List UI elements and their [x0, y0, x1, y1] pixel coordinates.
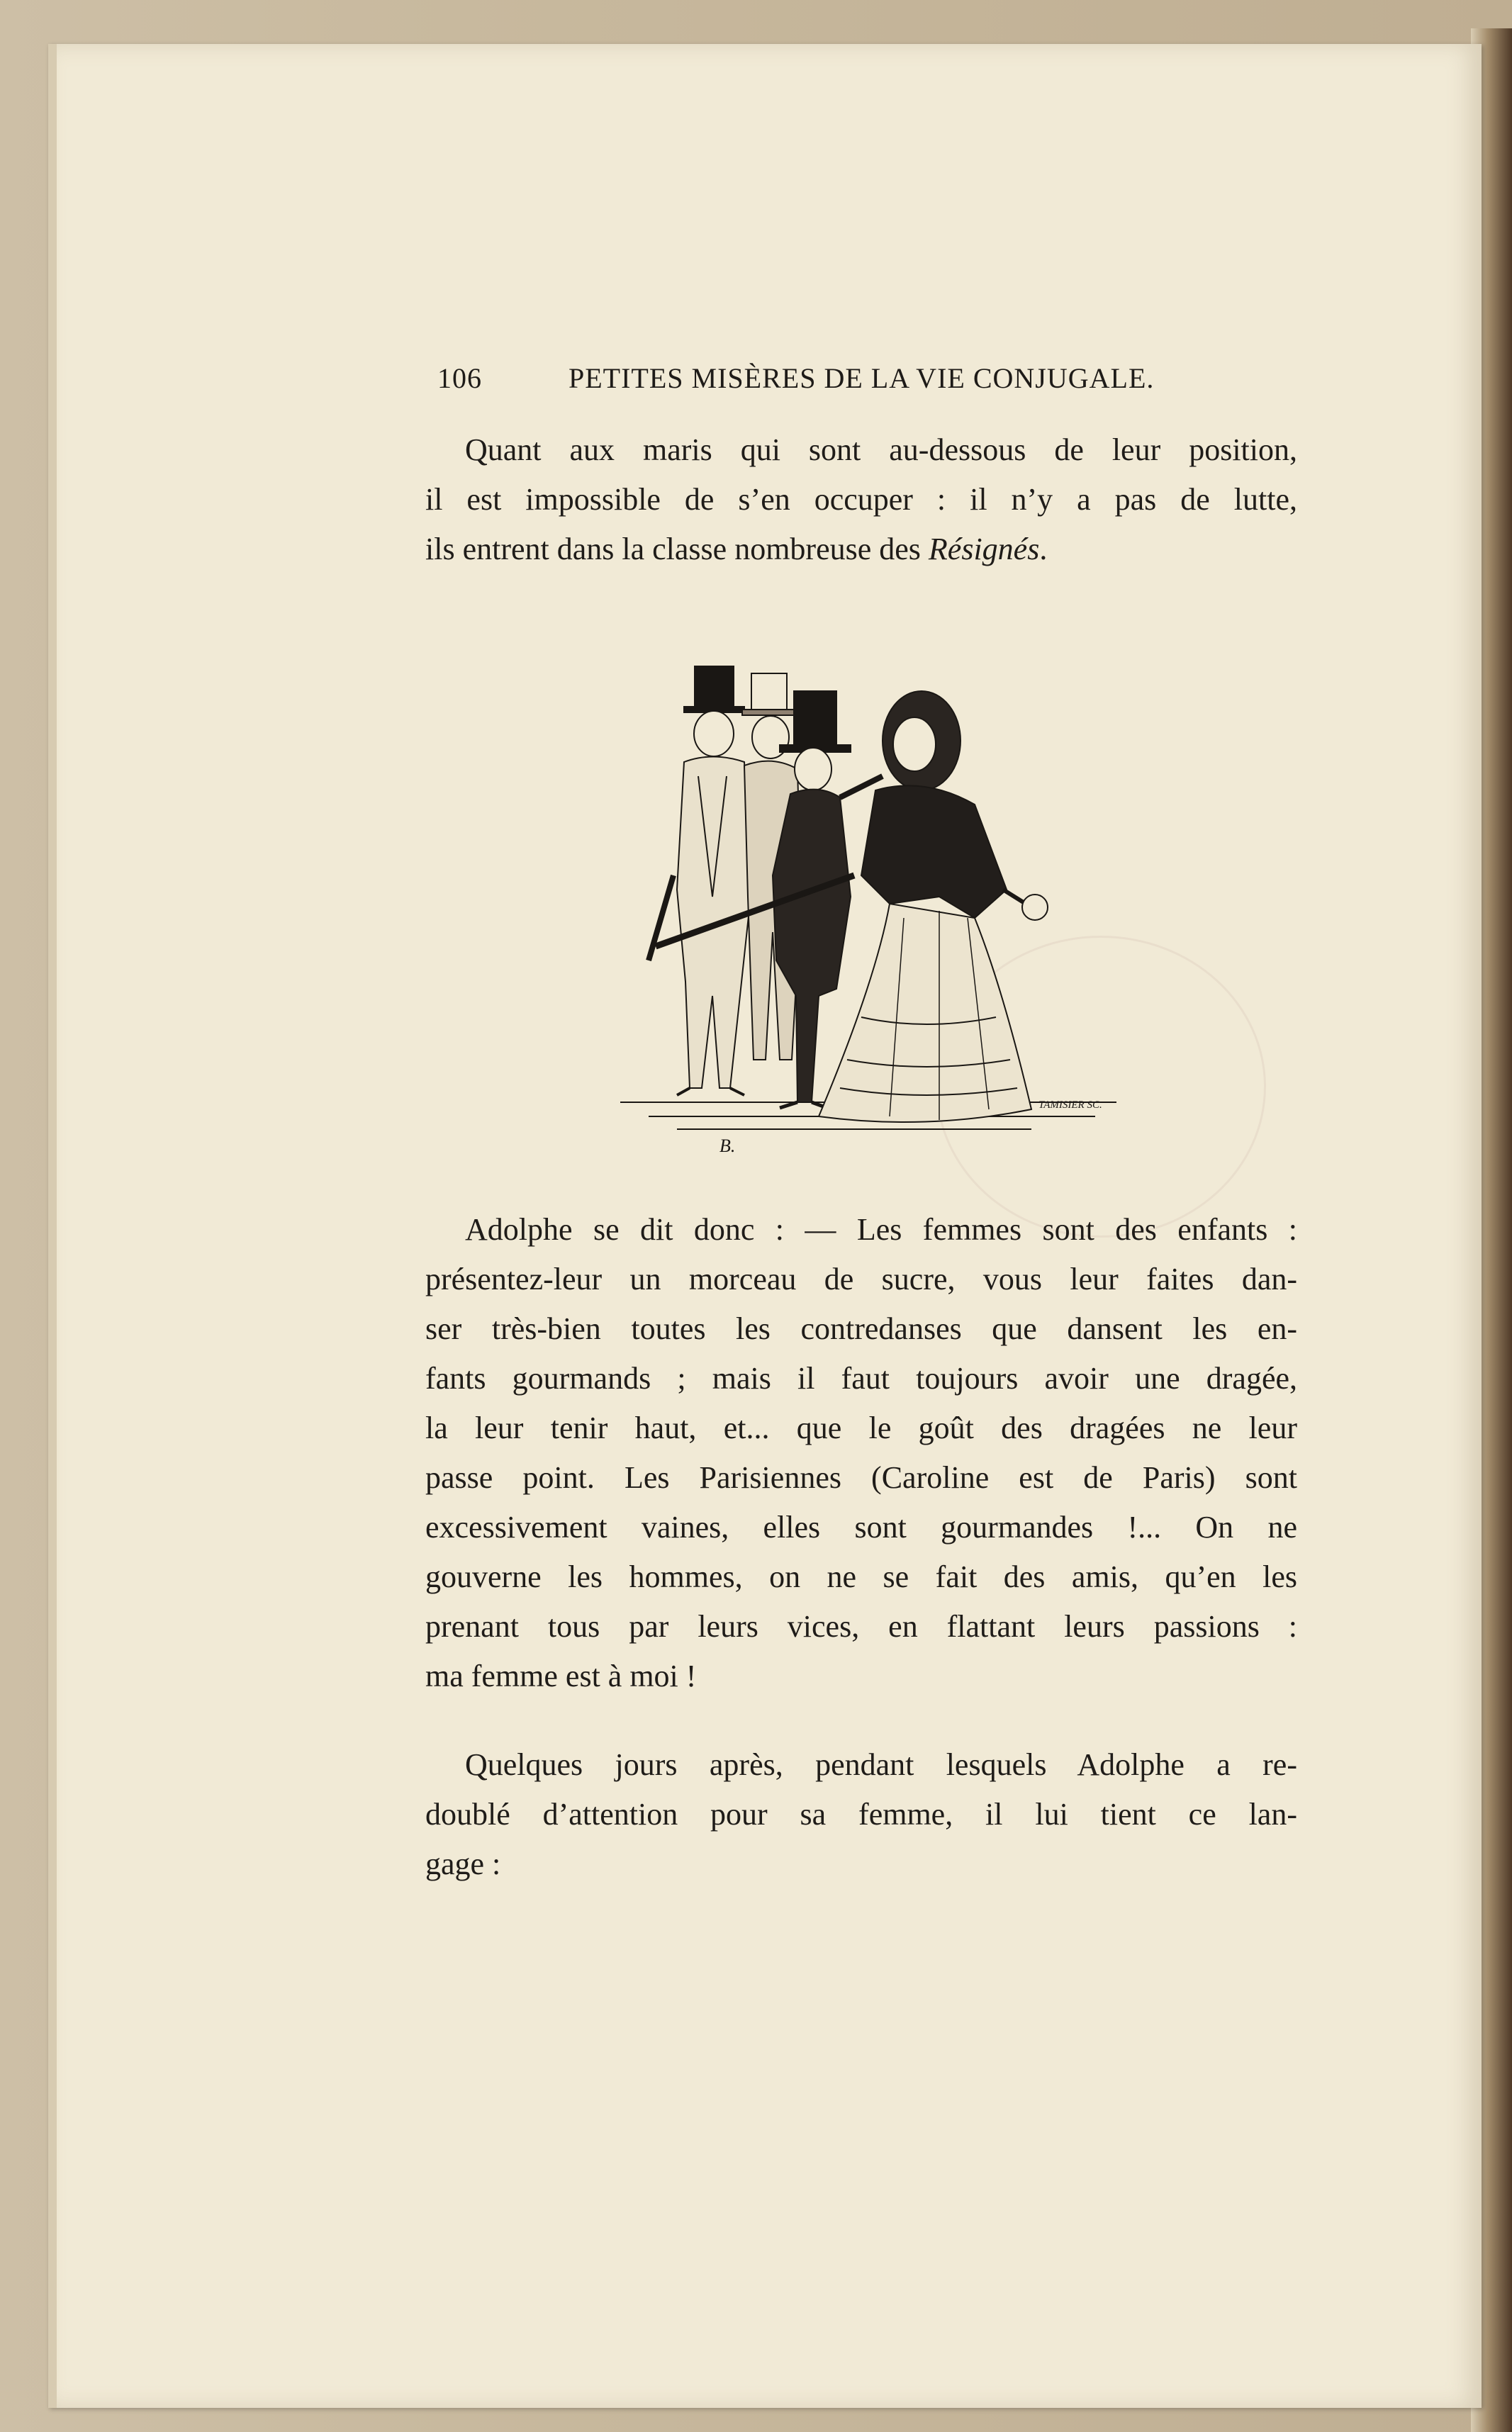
text-line: doublé d’attention pour sa femme, il lui tient ce lan- — [425, 1797, 1297, 1832]
text-line: Quelques jours après, pendant lesquels Adolphe a re- — [465, 1747, 1297, 1782]
text-line: Adolphe se dit donc : — Les femmes sont des enfants : — [465, 1212, 1297, 1247]
figure-woman — [819, 691, 1048, 1122]
engraving-illustration — [606, 663, 1131, 1155]
text-line: Quant aux maris qui sont au-dessous de leur position, — [465, 432, 1297, 467]
text-line: ma femme est à moi ! — [425, 1659, 697, 1693]
text-line: il est impossible de s’en occuper : il n’y a pas de lutte, — [425, 482, 1297, 517]
running-title: PETITES MISÈRES DE LA VIE CONJUGALE. — [569, 362, 1155, 394]
text-span: ils entrent dans la classe nombreuse des — [425, 532, 929, 566]
text-line: passe point. Les Parisiennes (Caroline est de Paris) sont — [425, 1460, 1297, 1495]
text-line: fants gourmands ; mais il faut toujours avoir une dragée, — [425, 1361, 1297, 1396]
page-number: 106 — [437, 362, 482, 394]
text-line: présentez-leur un morceau de sucre, vous leur faites dan- — [425, 1262, 1297, 1296]
text-line: excessivement vaines, elles sont gourmandes !... On ne — [425, 1510, 1297, 1545]
text-line: la leur tenir haut, et... que le goût des dragées ne leur — [425, 1411, 1297, 1445]
text-span: . — [1039, 532, 1048, 566]
text-line: gage : — [425, 1847, 501, 1881]
text-line: prenant tous par leurs vices, en flattant leurs passions : — [425, 1609, 1297, 1644]
figure-man-left — [649, 666, 751, 1095]
text-line — [425, 525, 1297, 574]
text-line: ser très-bien toutes les contredanses que dansent les en- — [425, 1311, 1297, 1346]
paragraph-2 — [425, 1205, 1297, 1701]
italic-word: Résignés — [928, 532, 1040, 566]
paragraph-1 — [425, 425, 1297, 574]
text-line: gouverne les hommes, on ne se fait des amis, qu’en les — [425, 1559, 1297, 1594]
artist-monogram: B. — [719, 1136, 736, 1155]
running-header — [437, 362, 1196, 404]
paragraph-3 — [425, 1740, 1297, 1889]
engraver-signature: TAMISIER SC. — [1038, 1099, 1102, 1111]
